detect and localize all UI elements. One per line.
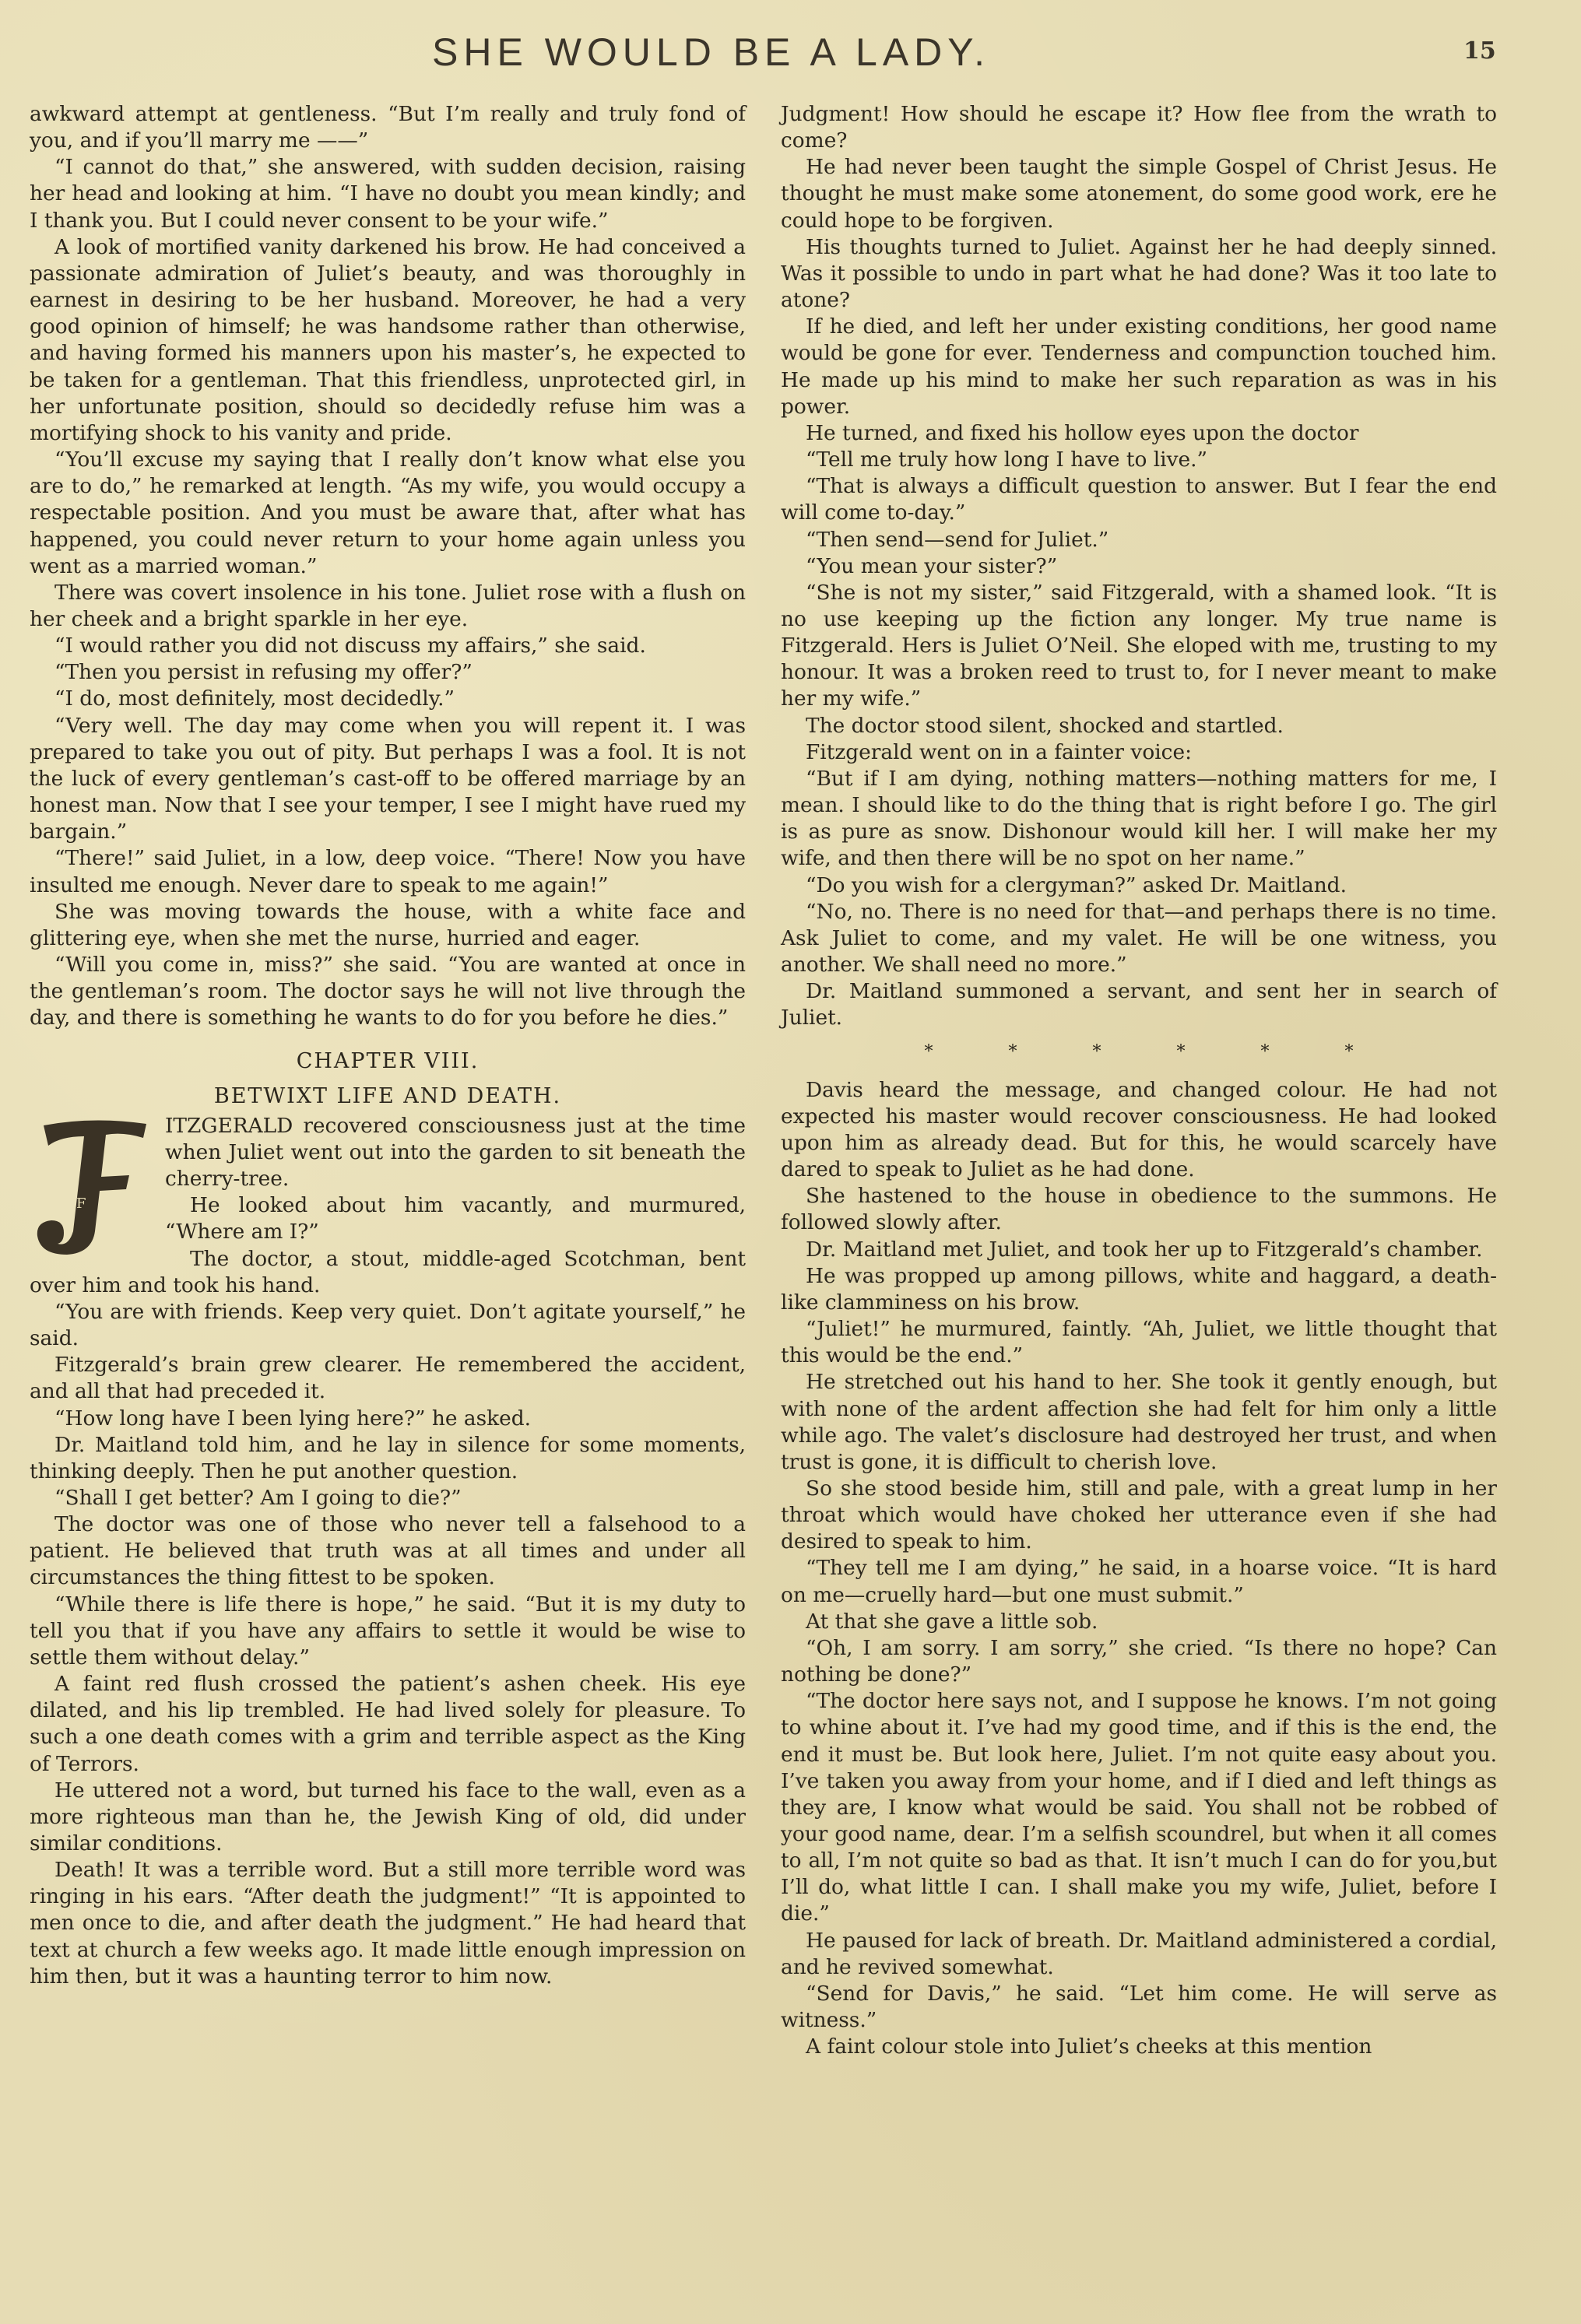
paragraph: Dr. Maitland told him, and he lay in silence for some moments, thinking deeply. Then he put another question. [30,1432,746,1483]
paragraph: “Then you persist in refusing my offer?” [54,660,473,685]
paragraph: The doctor stood silent, shocked and startled. [806,713,1284,738]
paragraph: “How long have I been lying here?” he asked. [54,1406,532,1431]
paragraph: A faint colour stole into Juliet’s cheeks at this mention [806,2034,1372,2059]
paragraph: Davis heard the message, and changed colour. He had not expected his master would recover consciousness. He had looked upon him as already dead. But for this, he would scarcely have dared to speak to Juliet as he had done. [781,1077,1497,1182]
paragraph: “Oh, I am sorry. I am sorry,” she cried. “Is there no hope? Can nothing be done?” [781,1635,1497,1687]
page-number: 15 [1463,37,1496,65]
paragraph: At that she gave a little sob. [806,1609,1098,1634]
paragraph: He paused for lack of breath. Dr. Maitland administered a cordial, and he revived somewhat. [781,1928,1497,1979]
drop-cap-ornament [30,1115,154,1258]
paragraph: Death! It was a terrible word. But a still more terrible word was ringing in his ears. “After death the judgment!” “It is appointed to men once to die, and after death the judgment.” He had heard that text at church a few weeks ago. It made little enough impression on him then, but it was a haunting terror to him now. [30,1858,746,1989]
paragraph-text: ITZGERALD recovered consciousness just at the time when Juliet went out into the garden to sit beneath the cherry-tree. [165,1113,746,1192]
paragraph: awkward attempt at gentleness. “But I’m really and truly fond of you, and if you’ll marry me ——” [30,102,746,153]
paragraph: “Send for Davis,” he said. “Let him come. He will serve as witness.” [781,1981,1497,2033]
right-column [781,101,1497,2060]
paragraph: “No, no. There is no need for that—and perhaps there is no time. Ask Juliet to come, and my valet. He will be one witness, you another. We shall need no more.” [781,899,1497,977]
paragraph: “Will you come in, miss?” she said. “You are wanted at once in the gentleman’s room. The doctor says he will not live through the day, and there is something he wants to do for you before he dies.” [30,953,746,1030]
drop-cap-text: F [76,1195,86,1212]
paragraph: “You’ll excuse my saying that I really don’t know what else you are to do,” he remarked at length. “As my wife, you would occupy a respectable position. And you must be aware that, after what has happened, you could never return to your home again unless you went as a married woman.” [30,448,746,578]
paragraph: “That is always a difficult question to answer. But I fear the end will come to-day.” [781,474,1497,525]
paragraph: He turned, and fixed his hollow eyes upon the doctor [806,420,1359,445]
paragraph: “I cannot do that,” she answered, with sudden decision, raising her head and looking at him. “I have no doubt you mean kindly; and I thank you. But I could never consent to be your wife.” [30,155,746,233]
paragraph: So she stood beside him, still and pale, with a great lump in her throat which would have choked her utterance even if she had desired to speak to him. [781,1476,1497,1554]
paragraph: Fitzgerald went on in a fainter voice: [806,739,1192,764]
left-column [30,101,746,1990]
paragraph: He had never been taught the simple Gospel of Christ Jesus. He thought he must make some atonement, do some good work, ere he could hope to be forgiven. [781,155,1497,233]
paragraph: “The doctor here says not, and I suppose he knows. I’m not going to whine about it. I’ve had my good time, and if this is the end, the end it must be. But look here, Juliet. I’m not quite easy about you. I’ve taken you away from your home, and if I died and left things as they are, I know what would be said. You shall not be robbed of your good name, dear. I’m a selfish scoundrel, but when it all comes to all, I’m not quite so bad as that. It isn’t much I can do for you,but I’ll do, what little I can. I shall make you my wife, Juliet, before I die.” [781,1689,1497,1926]
paragraph: She hastened to the house in obedience to the summons. He followed slowly after. [781,1184,1497,1235]
drop-cap-letter-f [30,1115,154,1258]
paragraph: “She is not my sister,” said Fitzgerald, with a shamed look. “It is no use keeping up the fiction any longer. My true name is Fitzgerald. Hers is Juliet O’Neil. She eloped with me, trusting to my honour. It was a broken reed to trust to, for I never meant to make her my wife.” [781,580,1497,711]
paragraph: Dr. Maitland summoned a servant, and sent her in search of Juliet. [781,979,1497,1030]
chapter-title: BETWIXT LIFE AND DEATH. [213,1083,562,1108]
paragraph: She was moving towards the house, with a white face and glittering eye, when she met the nurse, hurried and eager. [30,899,746,950]
paragraph: “Very well. The day may come when you will repent it. I was prepared to take you out of pity. But perhaps I was a fool. It is not the luck of every gentleman’s cast-off to be offered marriage by an honest man. Now that I see your temper, I see I might have rued my bargain.” [30,713,746,844]
paragraph: His thoughts turned to Juliet. Against her he had deeply sinned. Was it possible to undo in part what he had done? Was it too late to atone? [781,234,1497,313]
chapter-opening-paragraph [30,1113,746,1212]
paragraph: “While there is life there is hope,” he said. “But it is my duty to tell you that if you have any affairs to settle it would be wise to settle them without delay.” [30,1592,746,1669]
paragraph: There was covert insolence in his tone. Juliet rose with a flush on her cheek and a bright sparkle in her eye. [30,580,746,631]
paragraph: “I would rather you did not discuss my affairs,” she said. [54,634,646,658]
page-title: SHE WOULD BE A LADY. [432,30,991,74]
paragraph: “They tell me I am dying,” he said, in a hoarse voice. “It is hard on me—cruelly hard—but one must submit.” [781,1556,1497,1607]
paragraph: He looked about him vacantly, and murmured, “Where am I?” [165,1193,746,1244]
paragraph: “There!” said Juliet, in a low, deep voice. “There! Now you have insulted me enough. Never dare to speak to me again!” [30,846,746,897]
paragraph: “Shall I get better? Am I going to die?” [54,1485,462,1510]
chapter-number: CHAPTER VIII. [296,1049,480,1074]
paragraph: “You mean your sister?” [806,553,1058,578]
paragraph: “Tell me truly how long I have to live.” [806,448,1208,472]
paragraph: A faint red flush crossed the patient’s ashen cheek. His eye dilated, and his lip trembled. He had lived solely for pleasure. To such a one death comes with a grim and terrible aspect as the King of Terrors. [30,1672,746,1776]
paragraph: Fitzgerald’s brain grew clearer. He remembered the accident, and all that had preceded it. [30,1353,746,1404]
paragraph: The doctor, a stout, middle-aged Scotchman, bent over him and took his hand. [30,1246,746,1297]
section-break: * * * * * * [924,1042,1354,1062]
paragraph: “Do you wish for a clergyman?” asked Dr. Maitland. [806,872,1347,897]
paragraph: He uttered not a word, but turned his face to the wall, even as a more righteous man than he, the Jewish King of old, did under similar conditions. [30,1778,746,1855]
paragraph: Dr. Maitland met Juliet, and took her up to Fitzgerald’s chamber. [806,1237,1483,1262]
paragraph: “Juliet!” he murmured, faintly. “Ah, Juliet, we little thought that this would be the end.” [781,1317,1497,1368]
paragraph: “Then send—send for Juliet.” [806,527,1109,552]
paragraph: “I do, most definitely, most decidedly.” [54,686,455,711]
paragraph: A look of mortified vanity darkened his brow. He had conceived a passionate admiration of Juliet’s beauty, and was thoroughly in earnest in desiring to be her husband. Moreover, he had a very good opinion of himself; he was handsome rather than otherwise, and having formed his manners upon his master’s, he expected to be taken for a gentleman. That this friendless, unprotected girl, in her unfortunate position, should so decidedly refuse him was a mortifying shock to his vanity and pride. [30,234,746,445]
paragraph: “But if I am dying, nothing matters—nothing matters for me, I mean. I should like to do the thing that is right before I go. The girl is as pure as snow. Dishonour would kill her. I will make her my wife, and then there will be no spot on her name.” [781,766,1497,871]
paragraph: The doctor was one of those who never tell a falsehood to a patient. He believed that truth was at all times and under all circumstances the thing fittest to be spoken. [30,1512,746,1590]
paragraph: “You are with friends. Keep very quiet. Don’t agitate yourself,” he said. [30,1299,746,1351]
paragraph: Judgment! How should he escape it? How flee from the wrath to come? [781,102,1497,153]
paragraph: If he died, and left her under existing conditions, her good name would be gone for ever. Tenderness and compunction touched him. He made up his mind to make her such reparation as was in his power. [781,314,1497,419]
paragraph: He was propped up among pillows, white and haggard, a death-like clamminess on his brow. [781,1263,1497,1315]
paragraph: He stretched out his hand to her. She took it gently enough, but with none of the ardent affection she had felt for him only a little while ago. The valet’s disclosure had destroyed her trust, and when trust is gone, it is difficult to cherish love. [781,1370,1497,1474]
running-header [0,30,1581,84]
